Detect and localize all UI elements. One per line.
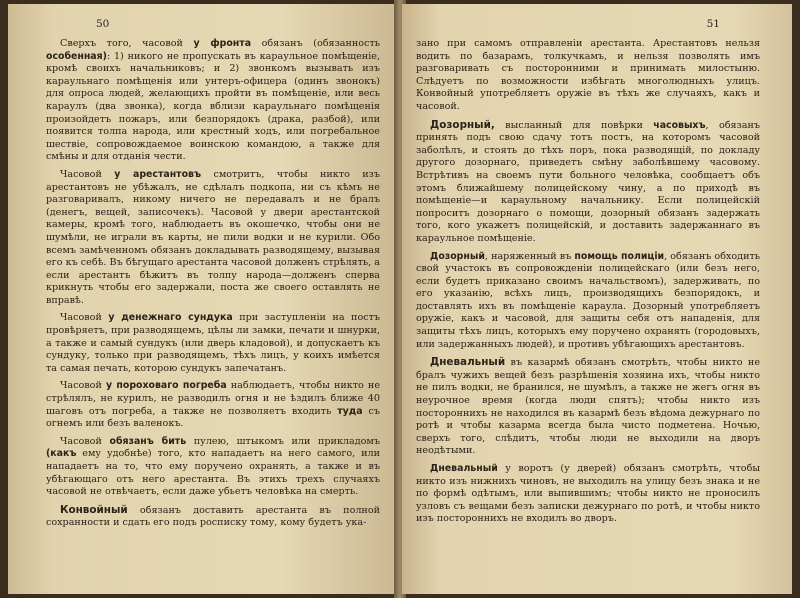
- text-run: , обязанъ принять подъ свою сдачу тотъ постъ, на которомъ часовой заболѣлъ, и стоять до тѣхъ поръ, пока разводящій, по докладу другого дозорнаго, приведетъ смѣну заболѣвшему часовому. Встрѣтивъ на своемъ пути больного человѣка, сообщаетъ объ этомъ ближайшему полицейскому чину, а по приходѣ въ помѣщеніе—и караульному начальнику. Если полицейскій попроситъ дозорнаго о помощи, дозорный обязанъ задержать того, кого укажетъ полицейскій, и доставить задержаннаго въ караульное помѣщеніе.: [416, 119, 761, 244]
- text-run: : 1) никого не пропускать въ караульное помѣщеніе, кромѣ своихъ начальниковъ; и 2) звонкомъ вызывать изъ караульнаго помѣщенія или унтеръ-офицера (одинъ звонокъ) для опроса людей, желающихъ пройти въ помѣщеніе, или весь караулъ (два звонка), когда вблизи караульнаго помѣщенія произойдетъ пожаръ, или безпорядокъ (драка, разбой), или появится толпа народа, или крестный ходъ, или погребальное шествіе, сопровождаемое воинскою командою, а также для смѣны и для отданія чести.: [46, 50, 380, 163]
- paragraph: [46, 504, 380, 530]
- text-run: обязанъ (обязанность: [251, 38, 380, 49]
- paragraph: [46, 436, 380, 499]
- paragraph: [416, 251, 760, 352]
- text-run: , обязанъ обходить свой участокъ въ сопровожденіи полицейскаго (или безъ него, если будетъ приказано своимъ начальствомъ), задерживать, по его указанію, всѣхъ лицъ, производящихъ безпорядокъ, и доставлять ихъ въ помѣщеніе караула. Дозорный употребляетъ оружіе, какъ и часовой, для защиты себя отъ нападенія, для защиты тѣхъ лицъ, которыхъ ему поручено охранять (городовыхъ, или задержанныхъ людей), и противъ убѣгающихъ арестантовъ.: [416, 250, 760, 350]
- bold-term: у арестантовъ: [114, 168, 202, 180]
- bold-term: особенная): [46, 50, 107, 62]
- text-run: у воротъ (у дверей) обязанъ смотрѣть, чтобы никто изъ нижнихъ чиновъ, не выходилъ на улицу безъ знака и не по формѣ одѣтымъ, или выпившимъ; чтобы никто не проносилъ узловъ съ вещами безъ записки дежурнаго по ротѣ, и чтобы никто изъ постороннихъ не входилъ во дворъ.: [416, 463, 760, 525]
- paragraph: [46, 169, 380, 308]
- text-run: Часовой: [60, 380, 106, 392]
- left-page: [8, 4, 398, 594]
- page-number: 51: [706, 18, 720, 30]
- paragraph: [416, 463, 760, 526]
- text-run: съ огнемъ или безъ валенокъ.: [46, 405, 380, 430]
- text-run: пулею, штыкомъ или прикладомъ: [186, 435, 380, 447]
- bold-term: у денежнаго сундука: [108, 312, 233, 324]
- text-run: , наряженный въ: [484, 250, 575, 262]
- text-run: ему удобнѣе) того, кто нападаетъ на него самого, или нападаетъ на то, что ему поручено охранять, а также и въ убѣгающаго отъ него арестанта. Въ этихъ трехъ случаяхъ часовой не отвѣчаетъ, если даже убьетъ человѣка на смерть.: [46, 448, 380, 498]
- text-run: Часовой: [60, 168, 115, 180]
- bold-term: (какъ: [46, 448, 77, 460]
- text-run: Часовой: [60, 435, 110, 447]
- text-run: высланный для повѣрки: [494, 119, 654, 131]
- paragraph: [46, 38, 380, 164]
- text-run: зано при самомъ отправленіи арестанта. Арестантовъ нельзя водить по базарамъ, толкучкамъ, и нельзя позволять имъ разговаривать съ посторонними и принимать милостыню. Слѣдуетъ по возможности избѣгать многолюдныхъ улицъ. Конвойный употребляетъ оружіе въ тѣхъ же случаяхъ, какъ и часовой.: [416, 38, 760, 112]
- bold-term: Дневальный: [430, 356, 506, 369]
- paragraph: [416, 38, 760, 114]
- bold-term: Конвойный: [60, 503, 128, 516]
- page-number: 50: [96, 18, 110, 30]
- text-run: смотритъ, чтобы никто изъ арестантовъ не убѣжалъ, не сдѣлалъ подкопа, ни съ кѣмъ не разговаривалъ, никому ничего не передавалъ и не бралъ (денегъ, вещей, записочекъ). Часовой у двери арестантской камеры, кромѣ того, наблюдаетъ въ окошечко, чтобы они не шумѣли, не играли въ карты, не пили водки и не курили. Обо всемъ замѣченномъ обязанъ докладывать разводящему, вызывая его къ себѣ. Въ бѣгущаго арестанта часовой долженъ стрѣлять, а если арестантъ бѣжитъ въ толпу народа—долженъ сперва крикнуть чтобы его задержали, поста же своего оставлять не вправѣ.: [46, 168, 381, 306]
- paragraph: [46, 312, 380, 375]
- bold-term: обязанъ бить: [109, 435, 187, 447]
- paragraph: [416, 356, 760, 458]
- left-page-text: [46, 38, 380, 530]
- bold-term: помощь полиціи: [574, 250, 665, 262]
- bold-term: Дозорный: [430, 250, 485, 262]
- text-run: въ казармѣ обязанъ смотрѣть, чтобы никто не бралъ чужихъ вещей безъ разрѣшенія хозяина ихъ, чтобы никто не пилъ водки, не бранился, не шумѣлъ, а также не жегъ огня въ неурочное время (когда люди спятъ); чтобы никто изъ постороннихъ не находился въ казармѣ безъ вѣдома дежурнаго по ротѣ и чтобы казарма всегда была чисто подметена. Ночью, сверхъ того, слѣдитъ, чтобы люди не выходили на дворъ неодѣтыми.: [416, 357, 760, 457]
- text-run: наблюдаетъ, чтобы никто не стрѣлялъ, не курилъ, не разводилъ огня и не ѣздилъ ближе 40 шаговъ отъ погреба, а также не позволяетъ входить: [46, 380, 381, 417]
- right-page: [402, 4, 792, 594]
- bold-term: у фронта: [193, 38, 252, 49]
- text-run: Часовой: [60, 312, 109, 324]
- text-run: при заступленіи на постъ провѣряетъ, при разводящемъ, цѣлы ли замки, печати и шнурки, а также и самый сундукъ (или дверь кладовой), и допускаетъ къ сундуку, только при разводящемъ, тѣхъ лицъ, у коихъ имѣется та самая печать, которою сундукъ запечатанъ.: [46, 312, 381, 374]
- right-page-text: [416, 38, 760, 526]
- paragraph: [416, 119, 760, 246]
- text-run: обязанъ доставить арестанта въ полной сохранности и сдать его подъ росписку тому, кому будетъ ука-: [46, 504, 380, 529]
- text-run: Сверхъ того, часовой: [60, 38, 194, 49]
- bold-term: у пороховаго погреба: [105, 380, 227, 392]
- bold-term: Дозорный,: [430, 118, 495, 131]
- paragraph: [46, 380, 380, 430]
- bold-term: Дневальный: [430, 463, 498, 474]
- bold-term: туда: [337, 405, 363, 417]
- bold-term: часовыхъ: [653, 119, 706, 131]
